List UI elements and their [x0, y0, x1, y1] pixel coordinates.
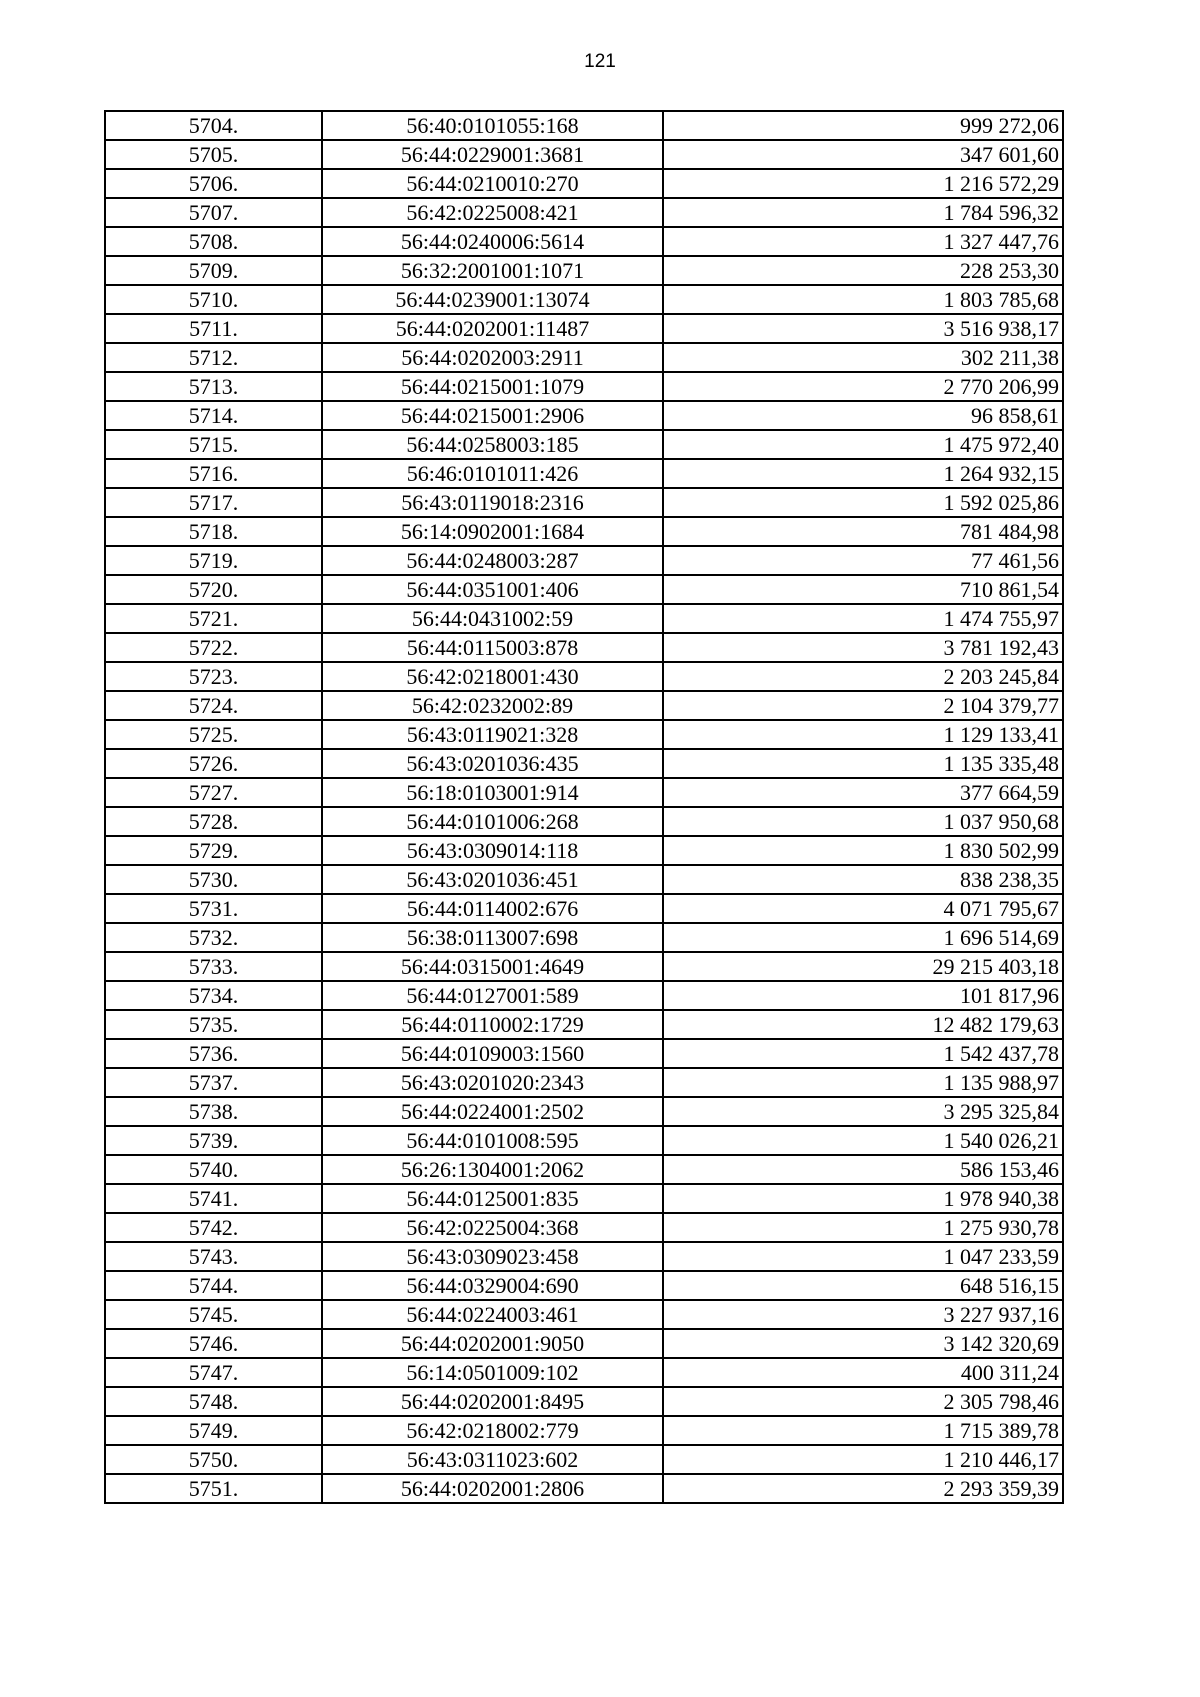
- table-row: [105, 198, 1063, 227]
- cadastral-number-cell: 56:46:0101011:426: [322, 459, 663, 488]
- table-row: [105, 633, 1063, 662]
- table-row: [105, 575, 1063, 604]
- cadastral-value-cell: 1 135 335,48: [663, 749, 1063, 778]
- cadastral-value-cell: 2 770 206,99: [663, 372, 1063, 401]
- table-row: [105, 691, 1063, 720]
- cadastral-value-cell: 1 592 025,86: [663, 488, 1063, 517]
- row-number-cell: 5706.: [105, 169, 322, 198]
- cadastral-number-cell: 56:44:0224003:461: [322, 1300, 663, 1329]
- table-row: [105, 1416, 1063, 1445]
- table-row: [105, 430, 1063, 459]
- table-row: [105, 836, 1063, 865]
- cadastral-number-cell: 56:44:0215001:2906: [322, 401, 663, 430]
- table-row: [105, 372, 1063, 401]
- row-number-cell: 5708.: [105, 227, 322, 256]
- cadastral-value-cell: 3 295 325,84: [663, 1097, 1063, 1126]
- row-number-cell: 5729.: [105, 836, 322, 865]
- row-number-cell: 5705.: [105, 140, 322, 169]
- cadastral-number-cell: 56:43:0119021:328: [322, 720, 663, 749]
- row-number-cell: 5713.: [105, 372, 322, 401]
- cadastral-value-cell: 3 227 937,16: [663, 1300, 1063, 1329]
- table-row: [105, 111, 1063, 140]
- row-number-cell: 5736.: [105, 1039, 322, 1068]
- cadastral-number-cell: 56:44:0315001:4649: [322, 952, 663, 981]
- row-number-cell: 5740.: [105, 1155, 322, 1184]
- table-row: [105, 1387, 1063, 1416]
- cadastral-value-cell: 1 696 514,69: [663, 923, 1063, 952]
- cadastral-value-cell: 1 037 950,68: [663, 807, 1063, 836]
- cadastral-value-cell: 838 238,35: [663, 865, 1063, 894]
- cadastral-value-cell: 1 803 785,68: [663, 285, 1063, 314]
- row-number-cell: 5742.: [105, 1213, 322, 1242]
- row-number-cell: 5723.: [105, 662, 322, 691]
- table-row: [105, 1242, 1063, 1271]
- cadastral-value-cell: 1 047 233,59: [663, 1242, 1063, 1271]
- cadastral-value-cell: 1 275 930,78: [663, 1213, 1063, 1242]
- cadastral-value-cell: 1 216 572,29: [663, 169, 1063, 198]
- cadastral-number-cell: 56:44:0109003:1560: [322, 1039, 663, 1068]
- table-row: [105, 140, 1063, 169]
- table-row: [105, 1474, 1063, 1503]
- cadastral-number-cell: 56:44:0210010:270: [322, 169, 663, 198]
- cadastral-number-cell: 56:44:0229001:3681: [322, 140, 663, 169]
- cadastral-number-cell: 56:44:0351001:406: [322, 575, 663, 604]
- cadastral-number-cell: 56:44:0101006:268: [322, 807, 663, 836]
- cadastral-number-cell: 56:44:0202001:11487: [322, 314, 663, 343]
- cadastral-value-cell: 12 482 179,63: [663, 1010, 1063, 1039]
- cadastral-value-cell: 2 203 245,84: [663, 662, 1063, 691]
- cadastral-value-cell: 1 542 437,78: [663, 1039, 1063, 1068]
- cadastral-number-cell: 56:40:0101055:168: [322, 111, 663, 140]
- cadastral-number-cell: 56:26:1304001:2062: [322, 1155, 663, 1184]
- table-row: [105, 1068, 1063, 1097]
- cadastral-value-cell: 1 474 755,97: [663, 604, 1063, 633]
- cadastral-value-cell: 1 540 026,21: [663, 1126, 1063, 1155]
- cadastral-value-cell: 96 858,61: [663, 401, 1063, 430]
- cadastral-number-cell: 56:42:0218001:430: [322, 662, 663, 691]
- row-number-cell: 5731.: [105, 894, 322, 923]
- cadastral-value-cell: 400 311,24: [663, 1358, 1063, 1387]
- cadastral-number-cell: 56:43:0201020:2343: [322, 1068, 663, 1097]
- row-number-cell: 5720.: [105, 575, 322, 604]
- cadastral-value-cell: 3 142 320,69: [663, 1329, 1063, 1358]
- cadastral-value-cell: 1 210 446,17: [663, 1445, 1063, 1474]
- cadastral-number-cell: 56:44:0202003:2911: [322, 343, 663, 372]
- row-number-cell: 5744.: [105, 1271, 322, 1300]
- cadastral-value-cell: 2 293 359,39: [663, 1474, 1063, 1503]
- row-number-cell: 5721.: [105, 604, 322, 633]
- row-number-cell: 5711.: [105, 314, 322, 343]
- row-number-cell: 5738.: [105, 1097, 322, 1126]
- table-row: [105, 1213, 1063, 1242]
- cadastral-number-cell: 56:44:0329004:690: [322, 1271, 663, 1300]
- cadastral-number-cell: 56:44:0127001:589: [322, 981, 663, 1010]
- table-row: [105, 1155, 1063, 1184]
- table-row: [105, 1271, 1063, 1300]
- row-number-cell: 5716.: [105, 459, 322, 488]
- cadastral-number-cell: 56:18:0103001:914: [322, 778, 663, 807]
- row-number-cell: 5715.: [105, 430, 322, 459]
- table-row: [105, 1126, 1063, 1155]
- cadastral-number-cell: 56:42:0232002:89: [322, 691, 663, 720]
- row-number-cell: 5717.: [105, 488, 322, 517]
- row-number-cell: 5749.: [105, 1416, 322, 1445]
- table-row: [105, 1097, 1063, 1126]
- cadastral-value-cell: 1 784 596,32: [663, 198, 1063, 227]
- cadastral-number-cell: 56:32:2001001:1071: [322, 256, 663, 285]
- row-number-cell: 5745.: [105, 1300, 322, 1329]
- row-number-cell: 5746.: [105, 1329, 322, 1358]
- row-number-cell: 5726.: [105, 749, 322, 778]
- row-number-cell: 5719.: [105, 546, 322, 575]
- cadastral-number-cell: 56:44:0248003:287: [322, 546, 663, 575]
- table-row: [105, 981, 1063, 1010]
- row-number-cell: 5709.: [105, 256, 322, 285]
- row-number-cell: 5733.: [105, 952, 322, 981]
- row-number-cell: 5707.: [105, 198, 322, 227]
- cadastral-value-table: [104, 110, 1064, 1504]
- row-number-cell: 5725.: [105, 720, 322, 749]
- table-row: [105, 894, 1063, 923]
- table-row: [105, 1184, 1063, 1213]
- table-row: [105, 285, 1063, 314]
- row-number-cell: 5743.: [105, 1242, 322, 1271]
- table-row: [105, 749, 1063, 778]
- cadastral-number-cell: 56:44:0110002:1729: [322, 1010, 663, 1039]
- cadastral-value-cell: 648 516,15: [663, 1271, 1063, 1300]
- row-number-cell: 5734.: [105, 981, 322, 1010]
- table-row: [105, 459, 1063, 488]
- cadastral-value-cell: 1 327 447,76: [663, 227, 1063, 256]
- table-row: [105, 1300, 1063, 1329]
- table-row: [105, 169, 1063, 198]
- cadastral-number-cell: 56:42:0225008:421: [322, 198, 663, 227]
- cadastral-number-cell: 56:44:0115003:878: [322, 633, 663, 662]
- row-number-cell: 5750.: [105, 1445, 322, 1474]
- table-row: [105, 720, 1063, 749]
- table-row: [105, 952, 1063, 981]
- cadastral-number-cell: 56:44:0258003:185: [322, 430, 663, 459]
- cadastral-number-cell: 56:43:0201036:435: [322, 749, 663, 778]
- table-row: [105, 546, 1063, 575]
- row-number-cell: 5741.: [105, 1184, 322, 1213]
- cadastral-number-cell: 56:44:0240006:5614: [322, 227, 663, 256]
- cadastral-number-cell: 56:14:0501009:102: [322, 1358, 663, 1387]
- row-number-cell: 5737.: [105, 1068, 322, 1097]
- cadastral-value-cell: 77 461,56: [663, 546, 1063, 575]
- table-row: [105, 1039, 1063, 1068]
- row-number-cell: 5714.: [105, 401, 322, 430]
- cadastral-number-cell: 56:44:0101008:595: [322, 1126, 663, 1155]
- cadastral-value-cell: 4 071 795,67: [663, 894, 1063, 923]
- table-row: [105, 923, 1063, 952]
- cadastral-number-cell: 56:44:0202001:2806: [322, 1474, 663, 1503]
- cadastral-number-cell: 56:38:0113007:698: [322, 923, 663, 952]
- cadastral-value-cell: 1 129 133,41: [663, 720, 1063, 749]
- table-row: [105, 604, 1063, 633]
- cadastral-number-cell: 56:43:0309023:458: [322, 1242, 663, 1271]
- table-row: [105, 1329, 1063, 1358]
- table-row: [105, 256, 1063, 285]
- table-row: [105, 778, 1063, 807]
- row-number-cell: 5722.: [105, 633, 322, 662]
- cadastral-value-cell: 1 830 502,99: [663, 836, 1063, 865]
- cadastral-value-cell: 2 104 379,77: [663, 691, 1063, 720]
- row-number-cell: 5712.: [105, 343, 322, 372]
- table-row: [105, 865, 1063, 894]
- cadastral-number-cell: 56:44:0224001:2502: [322, 1097, 663, 1126]
- row-number-cell: 5710.: [105, 285, 322, 314]
- table-body: [105, 111, 1063, 1503]
- table-row: [105, 401, 1063, 430]
- table-row: [105, 227, 1063, 256]
- cadastral-value-cell: 29 215 403,18: [663, 952, 1063, 981]
- cadastral-number-cell: 56:44:0202001:8495: [322, 1387, 663, 1416]
- cadastral-value-cell: 3 781 192,43: [663, 633, 1063, 662]
- table-row: [105, 343, 1063, 372]
- cadastral-number-cell: 56:44:0125001:835: [322, 1184, 663, 1213]
- cadastral-number-cell: 56:44:0215001:1079: [322, 372, 663, 401]
- cadastral-number-cell: 56:44:0202001:9050: [322, 1329, 663, 1358]
- row-number-cell: 5732.: [105, 923, 322, 952]
- row-number-cell: 5747.: [105, 1358, 322, 1387]
- table-row: [105, 314, 1063, 343]
- cadastral-value-cell: 1 264 932,15: [663, 459, 1063, 488]
- cadastral-number-cell: 56:44:0114002:676: [322, 894, 663, 923]
- cadastral-value-cell: 781 484,98: [663, 517, 1063, 546]
- cadastral-number-cell: 56:42:0225004:368: [322, 1213, 663, 1242]
- cadastral-value-cell: 302 211,38: [663, 343, 1063, 372]
- cadastral-value-cell: 1 715 389,78: [663, 1416, 1063, 1445]
- table-row: [105, 1445, 1063, 1474]
- row-number-cell: 5704.: [105, 111, 322, 140]
- cadastral-number-cell: 56:42:0218002:779: [322, 1416, 663, 1445]
- table-row: [105, 662, 1063, 691]
- table-row: [105, 807, 1063, 836]
- row-number-cell: 5727.: [105, 778, 322, 807]
- table-row: [105, 1358, 1063, 1387]
- row-number-cell: 5735.: [105, 1010, 322, 1039]
- cadastral-value-cell: 1 475 972,40: [663, 430, 1063, 459]
- table-row: [105, 517, 1063, 546]
- row-number-cell: 5739.: [105, 1126, 322, 1155]
- cadastral-value-cell: 586 153,46: [663, 1155, 1063, 1184]
- cadastral-value-cell: 228 253,30: [663, 256, 1063, 285]
- cadastral-value-cell: 377 664,59: [663, 778, 1063, 807]
- cadastral-value-cell: 1 978 940,38: [663, 1184, 1063, 1213]
- cadastral-number-cell: 56:14:0902001:1684: [322, 517, 663, 546]
- cadastral-number-cell: 56:44:0431002:59: [322, 604, 663, 633]
- cadastral-value-cell: 710 861,54: [663, 575, 1063, 604]
- cadastral-value-cell: 101 817,96: [663, 981, 1063, 1010]
- row-number-cell: 5730.: [105, 865, 322, 894]
- cadastral-value-cell: 347 601,60: [663, 140, 1063, 169]
- row-number-cell: 5751.: [105, 1474, 322, 1503]
- cadastral-value-cell: 1 135 988,97: [663, 1068, 1063, 1097]
- cadastral-value-cell: 2 305 798,46: [663, 1387, 1063, 1416]
- cadastral-value-cell: 3 516 938,17: [663, 314, 1063, 343]
- row-number-cell: 5724.: [105, 691, 322, 720]
- cadastral-number-cell: 56:43:0119018:2316: [322, 488, 663, 517]
- row-number-cell: 5728.: [105, 807, 322, 836]
- cadastral-value-cell: 999 272,06: [663, 111, 1063, 140]
- page-number: 121: [584, 51, 616, 72]
- table-row: [105, 488, 1063, 517]
- cadastral-number-cell: 56:44:0239001:13074: [322, 285, 663, 314]
- cadastral-number-cell: 56:43:0201036:451: [322, 865, 663, 894]
- row-number-cell: 5718.: [105, 517, 322, 546]
- table-row: [105, 1010, 1063, 1039]
- cadastral-number-cell: 56:43:0311023:602: [322, 1445, 663, 1474]
- cadastral-number-cell: 56:43:0309014:118: [322, 836, 663, 865]
- row-number-cell: 5748.: [105, 1387, 322, 1416]
